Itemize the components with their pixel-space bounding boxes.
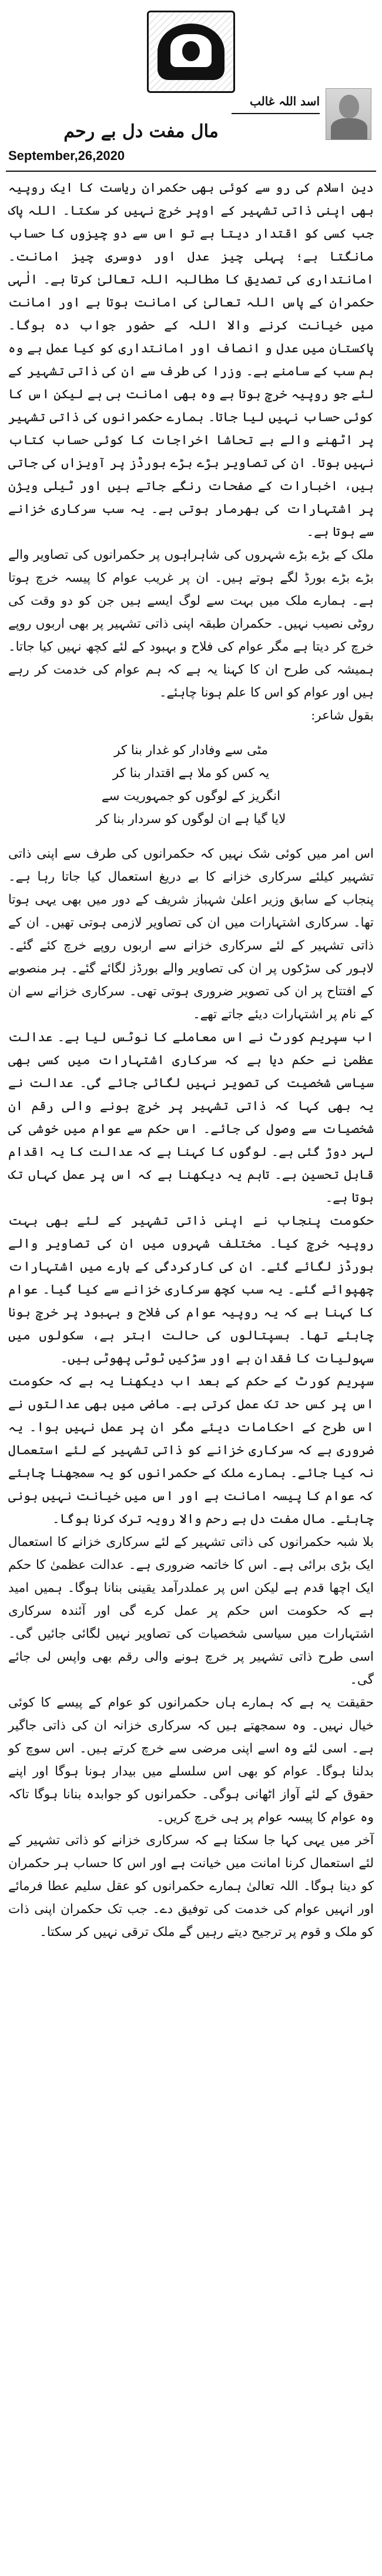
header-divider [6,171,376,172]
article-paragraph: بلا شبہ حکمرانوں کی ذاتی تشہیر کے لئے سرکاری خزانے کا استعمال ایک بڑی برائی ہے۔ اس کا خاتمہ ضروری ہے۔ عدالت عظمیٰ کا حکم ایک اچھا قدم ہے لیکن اس پر عملدرآمد یقینی بنانا ہوگا۔ ہمیں امید ہے کہ حکومت اس حکم پر عمل کرے گی اور آئندہ سرکاری اشتہارات میں سیاسی شخصیات کی تصاویر نہیں لگائی جائیں گی۔ اسی طرح ذاتی تشہیر پر خرچ ہونے والی رقم بھی واپس لی جائے گی۔ [8,1535,374,1687]
article-paragraph: اب سپریم کورٹ نے اس معاملے کا نوٹس لیا ہے۔ عدالت عظمیٰ نے حکم دیا ہے کہ سرکاری اشتہارات میں کسی بھی سیاسی شخصیت کی تصویر نہیں لگائی جائے گی۔ عدالت نے یہ بھی کہا کہ ذاتی تشہیر پر خرچ ہونے والی رقم ان شخصیات سے وصول کی جائے۔ اس حکم سے عوام میں خوشی کی لہر دوڑ گئی ہے۔ لوگوں کا کہنا ہے کہ عدالت کا یہ اقدام قابل تحسین ہے۔ تاہم یہ دیکھنا ہے کہ اس پر عمل کہاں تک ہوتا ہے۔ [8,1030,374,1205]
article-paragraph: حقیقت یہ ہے کہ ہمارے ہاں حکمرانوں کو عوام کے پیسے کا کوئی خیال نہیں۔ وہ سمجھتے ہیں کہ سرکاری خزانہ ان کی ذاتی جاگیر ہے۔ اسی لئے وہ اسے اپنی مرضی سے خرچ کرتے ہیں۔ اس سوچ کو بدلنا ہوگا۔ عوام کو بھی اس سلسلے میں بیدار ہونا ہوگا اور اپنے حقوق کے لئے آواز اٹھانی ہوگی۔ حکمرانوں کو جوابدہ بنانا ہوگا تاکہ وہ عوام کا پیسہ عوام پر ہی خرچ کریں۔ [8,1695,374,1825]
column-title: مال مفت دل بے رحم [63,121,219,142]
article-body [8,176,374,1944]
article-paragraph: آخر میں یہی کہا جا سکتا ہے کہ سرکاری خزانے کو ذاتی تشہیر کے لئے استعمال کرنا امانت میں خیانت ہے اور اس کا حساب ہر حکمران کو دینا ہوگا۔ اللہ تعالیٰ ہمارے حکمرانوں کو عقل سلیم عطا فرمائے اور انہیں عوام کی خدمت کی توفیق دے۔ جب تک حکمران اپنی ذات کو ملک و قوم پر ترجیح دیتے رہیں گے ملک ترقی نہیں کر سکتا۔ [8,1833,374,1940]
article-paragraph: اس امر میں کوئی شک نہیں کہ حکمرانوں کی طرف سے اپنی ذاتی تشہیر کیلئے سرکاری خزانے کا بے دریغ استعمال کیا جاتا رہا ہے۔ پنجاب کے سابق وزیر اعلیٰ شہباز شریف کے دور میں بھی یہی ہوتا تھا۔ سرکاری اشتہارات میں ان کی تصاویر لازمی ہوتی تھیں۔ ان کے ذاتی تشہیر کے لئے سرکاری خزانے سے اربوں روپے خرچ کئے گئے۔ لاہور کی سڑکوں پر ان کی تصاویر والے بورڈز لگائے گئے۔ ہر منصوبے کے افتتاح پر ان کی تصویر ضروری ہوتی تھی۔ سرکاری خزانے سے ان کے نام پر اشتہارات دیئے جاتے تھے۔ [8,847,374,1022]
author-box [230,88,371,141]
article-paragraph: حکومت پنجاب نے اپنی ذاتی تشہیر کے لئے بھی بہت روپیہ خرچ کیا۔ مختلف شہروں میں ان کی تصاویر والے بورڈز لگائے گئے۔ ان کی کارکردگی کے بارے میں اشتہارات چھپوائے گئے۔ یہ سب کچھ سرکاری خزانے سے کیا گیا۔ عوام کا کہنا ہے کہ یہ روپیہ عوام کی فلاح و بہبود پر خرچ ہونا چاہئے تھا۔ ہسپتالوں کی حالت ابتر ہے، سکولوں میں سہولیات کا فقدان ہے اور سڑکیں ٹوٹی پھوٹی ہیں۔ [8,1214,374,1366]
article-paragraph: بقول شاعر: [311,708,374,723]
poem-line: یہ کس کو ملا ہے اقتدار بنا کر [112,766,270,781]
author-photo [326,88,371,140]
publish-date: September,26,2020 [8,148,125,163]
poem-line: انگریز کے لوگوں کو جمہوریت سے [101,789,281,804]
author-name: اسد اللہ غالب [249,94,320,108]
author-photo-head [339,95,359,118]
article-paragraph: دین اسلام کی رو سے کوئی بھی حکمران ریاست کا ایک روپیہ بھی اپنی ذاتی تشہیر کے اوپر خرچ نہیں کر سکتا۔ اللہ پاک جب کسی کو اقتدار دیتا ہے تو اس سے دو چیزوں کا حساب مانگتا ہے؛ پہلی چیز عدل اور دوسری چیز امانت۔ امانتداری کی تصدیق کا مطالبہ اللہ تعالیٰ کرتا ہے۔ الٰہی حکمران کے پاس اللہ تعالیٰ کی امانت ہوتا ہے اور امانت میں خیانت کرنے والا اللہ کے حضور جواب دہ ہوگا۔ پاکستان میں عدل و انصاف اور امانتداری کو کیا عمل ہے وہ ہم سب کے سامنے ہے۔ وزرا کی طرف سے ان کی ذاتی تشہیر کے لئے جو روپیہ خرچ ہوتا ہے وہ بھی امانت ہی ہے لیکن اس کا کوئی حساب نہیں لیا جاتا۔ ہمارے حکمرانوں کی ذاتی تشہیر پر اٹھنے والے بے تحاشا اخراجات کا کوئی حساب کتاب نہیں ہوتا۔ ان کی تصاویر بڑے بڑے بورڈز پر آویزاں کی جاتی ہیں، اخبارات کے صفحات رنگے جاتے ہیں اور ٹیلی ویژن پر اشتہارات کی بھرمار ہوتی ہے۔ یہ سب سرکاری خزانے سے ہوتا ہے۔ [8,181,374,539]
poem-line: مٹی سے وفادار کو غدار بنا کر [113,743,269,758]
author-photo-body [331,118,367,140]
logo-mark-icon [158,24,224,80]
newspaper-logo [147,11,235,93]
column-header [0,0,382,176]
article-paragraph: ملک کے بڑے بڑے شہروں کی شاہراہوں پر حکمرانوں کی تصاویر والے بڑے بڑے بورڈ لگے ہوتے ہیں۔ ان پر غریب عوام کا پیسہ خرچ ہوتا ہے۔ ہمارے ملک میں بہت سے لوگ ایسے ہیں جن کو دو وقت کی روٹی نصیب نہیں۔ حکمران طبقہ اپنی ذاتی تشہیر پر بھی اربوں روپے خرچ کر دیتا ہے مگر عوام کی فلاح و بہبود کے لئے کچھ نہیں کیا جاتا۔ ہمیشہ کی طرح ان کا کہنا یہ ہے کہ ہم عوام کی خدمت کر رہے ہیں اور عوام کو اس کا علم ہونا چاہئے۔ [8,548,374,700]
poem-line: لایا گیا ہے ان لوگوں کو سردار بنا کر [96,812,286,827]
article-paragraph: سپریم کورٹ کے حکم کے بعد اب دیکھنا یہ ہے کہ حکومت اس پر کس حد تک عمل کرتی ہے۔ ماضی میں بھی عدالتوں نے اس طرح کے احکامات دیئے مگر ان پر عمل نہیں ہوا۔ یہ ضروری ہے کہ سرکاری خزانے کو ذاتی تشہیر کے لئے استعمال نہ کیا جائے۔ ہمارے ملک کے حکمرانوں کو یہ سمجھنا چاہئے کہ عوام کا پیسہ امانت ہے اور اس میں خیانت نہیں ہونی چاہئے۔ مال مفت دل بے رحم والا رویہ ترک کرنا ہوگا۔ [8,1374,374,1527]
poem-block [8,739,374,831]
author-rule [232,113,320,114]
